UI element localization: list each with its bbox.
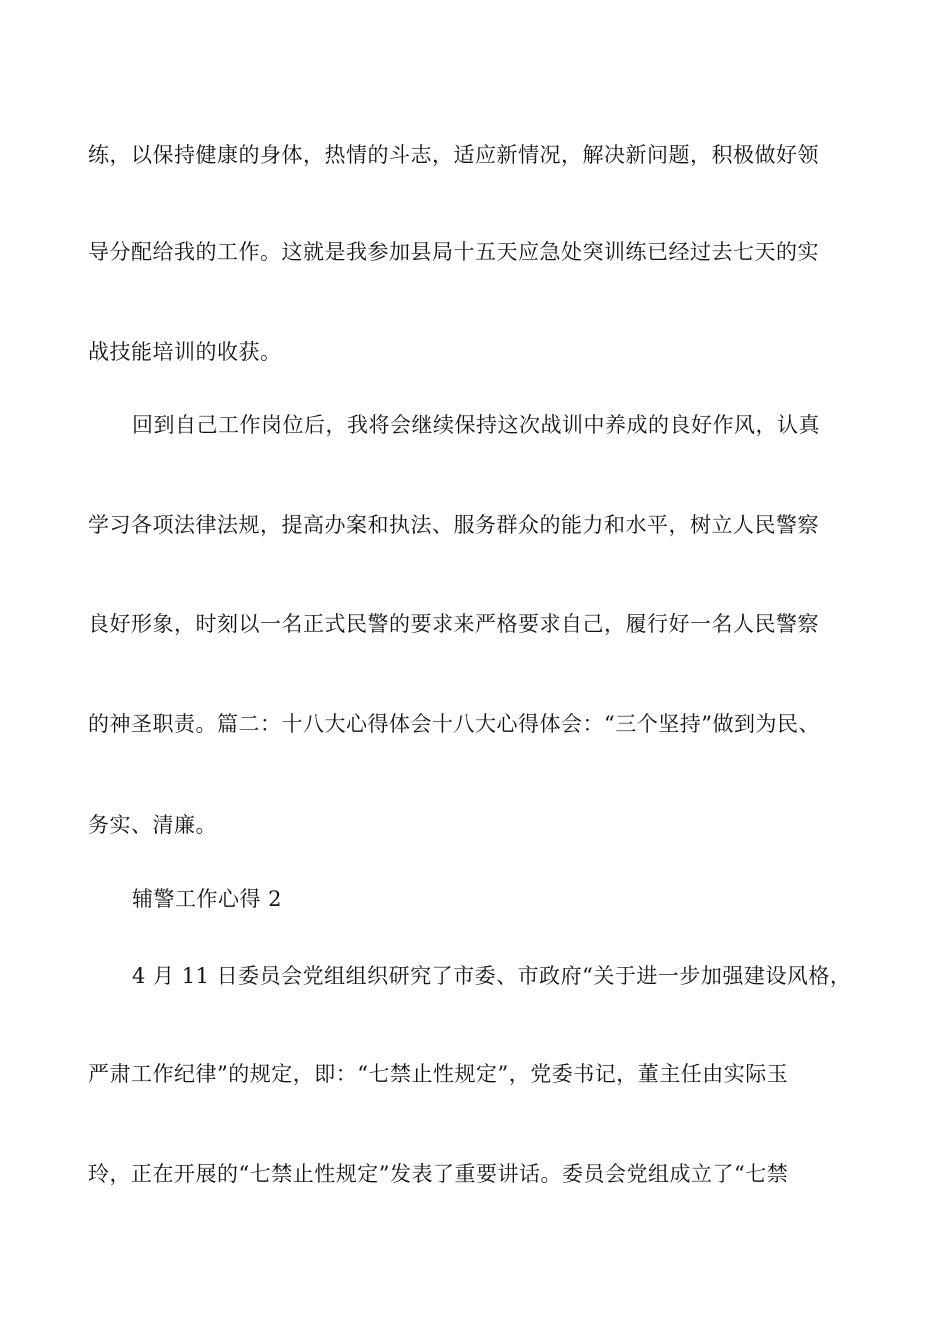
text-line: 良好形象，时刻以一名正式民警的要求来严格要求自己，履行好一名人民警察 <box>88 612 819 636</box>
text-line: 导分配给我的工作。这就是我参加县局十五天应急处突训练已经过去七天的实 <box>88 240 819 264</box>
paragraph-first-line: 4 月 11 日委员会党组组织研究了市委、市政府“关于进一步加强建设风格， <box>132 964 852 988</box>
text-line: 务实、清廉。 <box>88 813 217 837</box>
section-heading: 辅警工作心得 2 <box>132 887 283 911</box>
text-line: 练，以保持健康的身体，热情的斗志，适应新情况，解决新问题，积极做好领 <box>88 143 819 167</box>
text-line: 的神圣职责。篇二：十八大心得体会十八大心得体会：“三个坚持”做到为民、 <box>88 712 820 736</box>
text-line: 玲，正在开展的“七禁止性规定”发表了重要讲话。委员会党组成立了“七禁 <box>88 1162 789 1186</box>
text-line: 学习各项法律法规，提高办案和执法、服务群众的能力和水平，树立人民警察 <box>88 513 819 537</box>
text-line: 严肃工作纪律”的规定，即：“七禁止性规定”，党委书记，董主任由实际玉 <box>88 1062 789 1086</box>
text-line: 战技能培训的收获。 <box>88 340 282 364</box>
paragraph-first-line: 回到自己工作岗位后，我将会继续保持这次战训中养成的良好作风，认真 <box>132 413 820 437</box>
